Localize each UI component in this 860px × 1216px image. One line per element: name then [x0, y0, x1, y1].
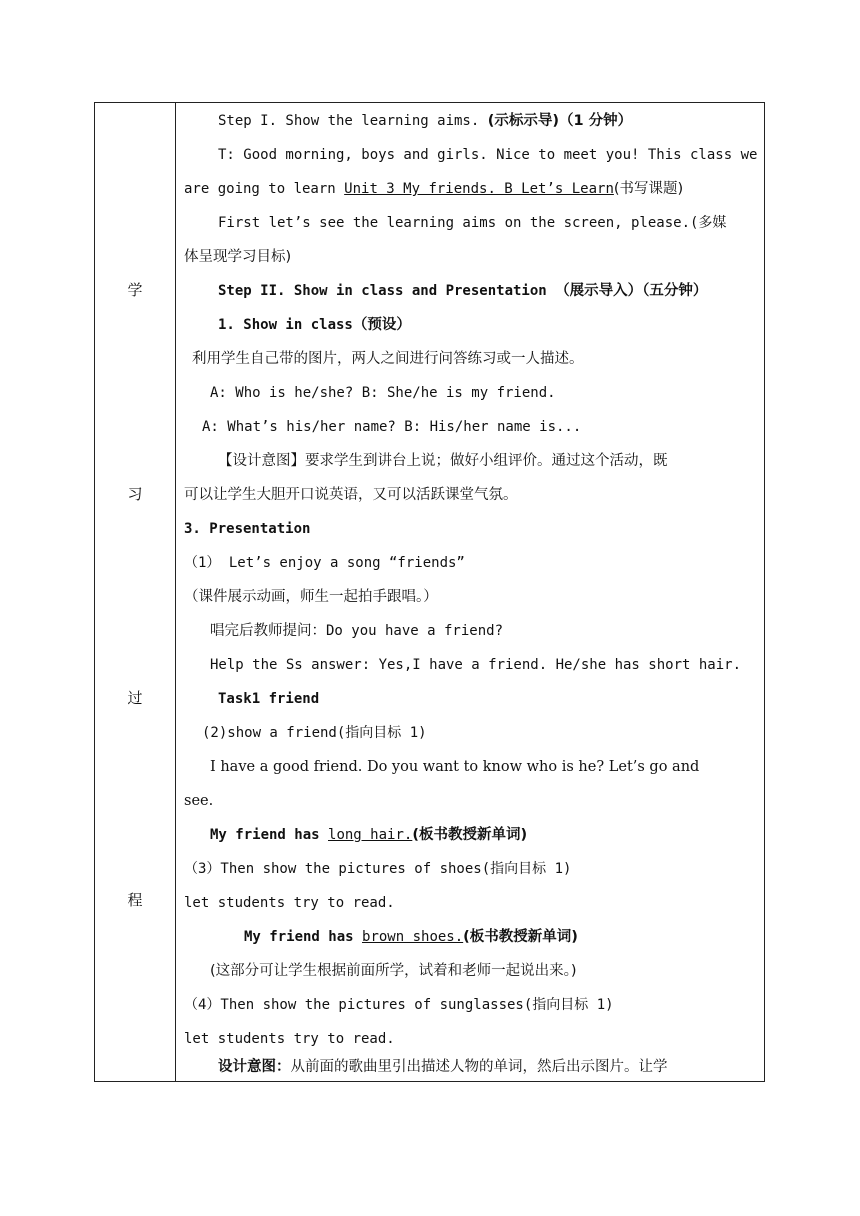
show-in-class-heading: 1. Show in class（预设）: [218, 317, 411, 333]
note-line: (这部分可让学生根据前面所学，试着和老师一起说出来。): [210, 963, 577, 979]
long-hair-word: long hair.: [328, 827, 413, 843]
brown-shoes-line: My friend has brown shoes.(板书教授新单词): [244, 929, 578, 945]
dialogue-line-1: A: Who is he/she? B: She/he is my friend.: [210, 385, 556, 401]
try-read-line-2: let students try to read.: [184, 1031, 395, 1047]
shoes-line: （3）Then show the pictures of shoes(指向目标 1): [184, 861, 572, 877]
good-friend-cont: see.: [184, 793, 214, 809]
dialogue-line-2: A: What’s his/her name? B: His/her name is...: [202, 419, 582, 435]
unit-title: Unit 3 My friends. B Let’s Learn: [344, 181, 614, 197]
answer-help-line: Help the Ss answer: Yes,I have a friend. He/she has short hair.: [210, 657, 742, 673]
pair-work-line: 利用学生自己带的图片，两人之间进行问答练习或一人描述。: [192, 351, 584, 367]
good-friend-line: I have a good friend. Do you want to know who is he? Let’s go and: [210, 759, 700, 775]
process-label-column: [95, 103, 176, 1081]
step2-heading: Step II. Show in class and Presentation （展示导入）（五分钟）: [218, 283, 708, 299]
design-intent-line: 【设计意图】要求学生到讲台上说；做好小组评价。通过这个活动，既: [218, 453, 668, 469]
aims-line-cont: 体呈现学习目标): [184, 249, 292, 265]
presentation-heading: 3. Presentation: [184, 521, 311, 537]
lesson-table: [94, 102, 765, 1082]
lesson-content-cell: [176, 103, 764, 1081]
side-char-cheng: 程: [127, 891, 143, 909]
task1-heading: Task1 friend: [218, 691, 320, 707]
side-char-xi: 习: [127, 485, 143, 503]
unit-title-line: are going to learn Unit 3 My friends. B Let’s Learn(书写课题): [184, 181, 684, 197]
teacher-question-line: 唱完后教师提问：Do you have a friend?: [210, 623, 504, 639]
long-hair-line: My friend has long hair.(板书教授新单词): [210, 827, 528, 843]
design-intent-2-line: 设计意图：从前面的歌曲里引出描述人物的单词，然后出示图片。让学: [218, 1059, 668, 1075]
show-friend-line: (2)show a friend(指向目标 1): [202, 725, 427, 741]
courseware-line: （课件展示动画，师生一起拍手跟唱。）: [184, 589, 438, 605]
sunglasses-line: （4）Then show the pictures of sunglasses(指向目标 1): [184, 997, 614, 1013]
song-line: （1） Let’s enjoy a song “friends”: [184, 555, 465, 571]
side-char-guo: 过: [127, 689, 143, 707]
aims-line: First let’s see the learning aims on the screen, please.(多媒: [218, 215, 727, 231]
brown-shoes-word: brown shoes.: [362, 929, 464, 945]
side-char-xue: 学: [127, 281, 143, 299]
try-read-line-1: let students try to read.: [184, 895, 395, 911]
step1-heading: Step I. Show the learning aims. (示标示导)（1 分钟）: [218, 113, 633, 129]
greeting-line: T: Good morning, boys and girls. Nice to meet you! This class we: [218, 147, 758, 163]
design-intent-cont: 可以让学生大胆开口说英语，又可以活跃课堂气氛。: [184, 487, 518, 503]
